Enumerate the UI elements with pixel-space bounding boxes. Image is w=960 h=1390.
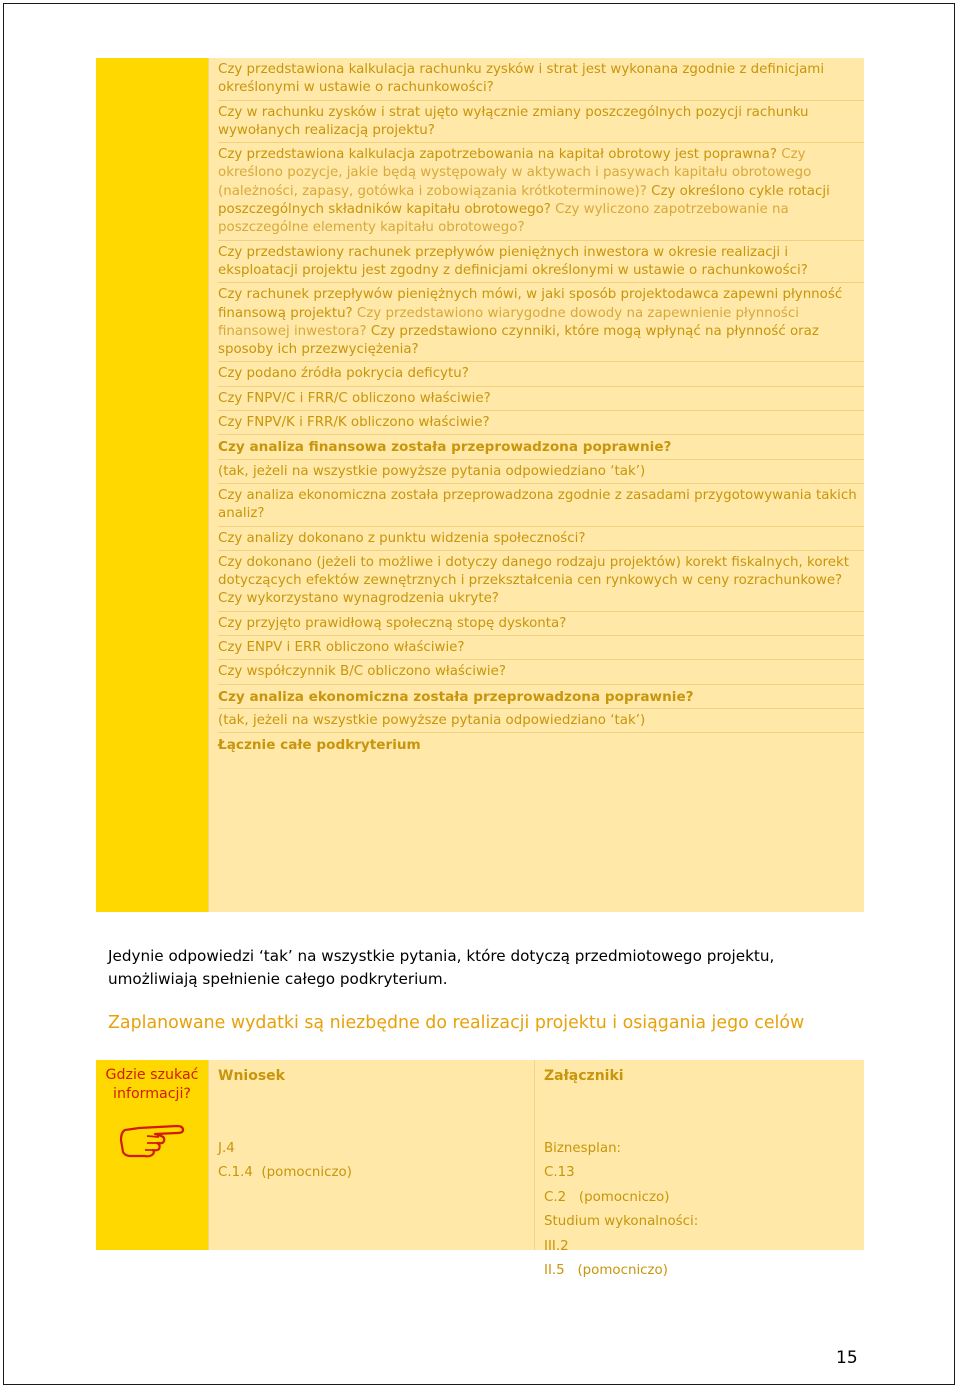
section-heading: Zaplanowane wydatki są niezbędne do realizacji projektu i osiągania jego celów xyxy=(108,1013,805,1033)
zalaczniki-column xyxy=(534,1060,864,1278)
question-text: Czy podano źródła pokrycia deficytu? xyxy=(218,366,469,382)
question-text: Łącznie całe podkryterium xyxy=(218,737,421,754)
page-number: 15 xyxy=(836,1348,858,1368)
question-text: Czy ENPV i ERR obliczono właściwie? xyxy=(218,640,465,656)
question-text: Czy analizy dokonano z punktu widzenia społeczności? xyxy=(218,530,586,546)
question-text: Czy FNPV/C i FRR/C obliczono właściwie? xyxy=(218,390,491,406)
question-text: Czy FNPV/K i FRR/K obliczono właściwie? xyxy=(218,415,490,431)
reference-item xyxy=(218,1112,534,1137)
question-text: Czy wyliczono zapotrzebowanie na poszczególne elementy kapitału obrotowego? xyxy=(218,202,789,236)
question-text: Czy analiza ekonomiczna została przeprowadzona zgodnie z zasadami przygotowywania takich analiz? xyxy=(218,487,857,522)
reference-item xyxy=(544,1112,864,1137)
zalaczniki-heading: Załączniki xyxy=(544,1068,624,1084)
question-row xyxy=(218,660,864,684)
question-text: Czy przedstawiono wiarygodne dowody na zapewnienie płynności finansowej inwestora? xyxy=(218,305,799,339)
criteria-table xyxy=(96,58,864,912)
question-text: Czy określono cykle rotacji poszczególnych składników kapitału obrotowego? xyxy=(218,183,830,218)
reference-item: C.13 xyxy=(544,1165,575,1180)
question-row xyxy=(218,362,864,386)
question-text: Czy przedstawiono czynniki, które mogą wpłynąć na płynność oraz sposoby ich przezwyciężenia? xyxy=(218,323,819,358)
question-text: Czy w rachunku zysków i strat ujęto wyłącznie zmiany poszczególnych pozycji rachunku wywołanych realizacją projektu? xyxy=(218,104,809,138)
question-text: Czy wykorzystano wynagrodzenia ukryte? xyxy=(218,591,499,607)
reference-item: C.2 (pomocniczo) xyxy=(544,1189,670,1205)
question-row xyxy=(218,460,864,484)
reference-item: C.1.4 (pomocniczo) xyxy=(218,1165,352,1180)
question-text: Czy analiza finansowa została przeprowadzona poprawnie? xyxy=(218,439,672,456)
question-row xyxy=(218,551,864,612)
question-text: Czy rachunek przepływów pieniężnych mówi, w jaki sposób projektodawca zapewni płynność finansową projektu? xyxy=(218,287,843,321)
question-row xyxy=(218,527,864,551)
info-table xyxy=(96,1060,864,1278)
question-row xyxy=(218,612,864,636)
wniosek-heading: Wniosek xyxy=(218,1068,285,1084)
question-text: Czy dokonano (jeżeli to możliwe i dotyczy danego rodzaju projektów) korekt fiskalnych, korekt dotyczących efektów zewnętrznych i przekształcenia cen rynkowych w ceny rozrachunkowe? xyxy=(218,554,849,589)
question-text: Czy przedstawiony rachunek przepływów pieniężnych inwestora w okresie realizacji i eksploatacji projektu jest zgodny z definicjami określonymi w ustawie o rachunkowości? xyxy=(218,244,808,278)
question-row xyxy=(218,411,864,435)
question-row xyxy=(218,636,864,660)
question-text: (tak, jeżeli na wszystkie powyższe pytania odpowiedziano ‘tak’) xyxy=(218,712,646,728)
question-row xyxy=(218,733,864,756)
wniosek-column xyxy=(208,1060,534,1250)
info-label-cell xyxy=(96,1060,208,1250)
info-label: Gdzie szukać informacji? xyxy=(105,1067,199,1102)
reference-item: III.2 xyxy=(544,1238,569,1254)
table-left-column xyxy=(96,58,208,912)
question-text: (tak, jeżeli na wszystkie powyższe pytania odpowiedziano ‘tak’) xyxy=(218,463,646,479)
question-row xyxy=(218,387,864,411)
question-row xyxy=(218,58,864,101)
question-row xyxy=(218,435,864,459)
question-row xyxy=(218,283,864,362)
question-text: Czy określono pozycje, jakie będą występowały w aktywach i pasywach kapitału obrotowego (należności, zapasy, gotówka i zobowiązania krótkoterminowe)? xyxy=(218,147,812,199)
question-text: Czy przedstawiona kalkulacja zapotrzebowania na kapitał obrotowy jest poprawna? xyxy=(218,147,782,163)
reference-item: Biznesplan: xyxy=(544,1140,622,1156)
question-text: Czy przyjęto prawidłową społeczną stopę dyskonta? xyxy=(218,615,567,631)
question-row xyxy=(218,101,864,144)
question-text: Czy analiza ekonomiczna została przeprowadzona poprawnie? xyxy=(218,688,694,705)
summary-paragraph: Jedynie odpowiedzi ‘tak’ na wszystkie pytania, które dotyczą przedmiotowego projektu, umożliwiają spełnienie całego podkryterium. xyxy=(108,947,775,988)
question-row xyxy=(218,709,864,733)
question-text: Czy współczynnik B/C obliczono właściwie? xyxy=(218,664,507,680)
question-list xyxy=(208,58,864,912)
question-row xyxy=(218,484,864,527)
pointing-hand-icon xyxy=(96,1118,208,1168)
reference-item: II.5 (pomocniczo) xyxy=(544,1263,668,1278)
question-row xyxy=(218,685,864,709)
question-row xyxy=(218,143,864,240)
reference-item: J.4 xyxy=(218,1140,235,1156)
reference-item: Studium wykonalności: xyxy=(544,1214,699,1229)
question-row xyxy=(218,241,864,284)
question-text: Czy przedstawiona kalkulacja rachunku zysków i strat jest wykonana zgodnie z definicjami określonymi w ustawie o rachunkowości? xyxy=(218,62,825,96)
